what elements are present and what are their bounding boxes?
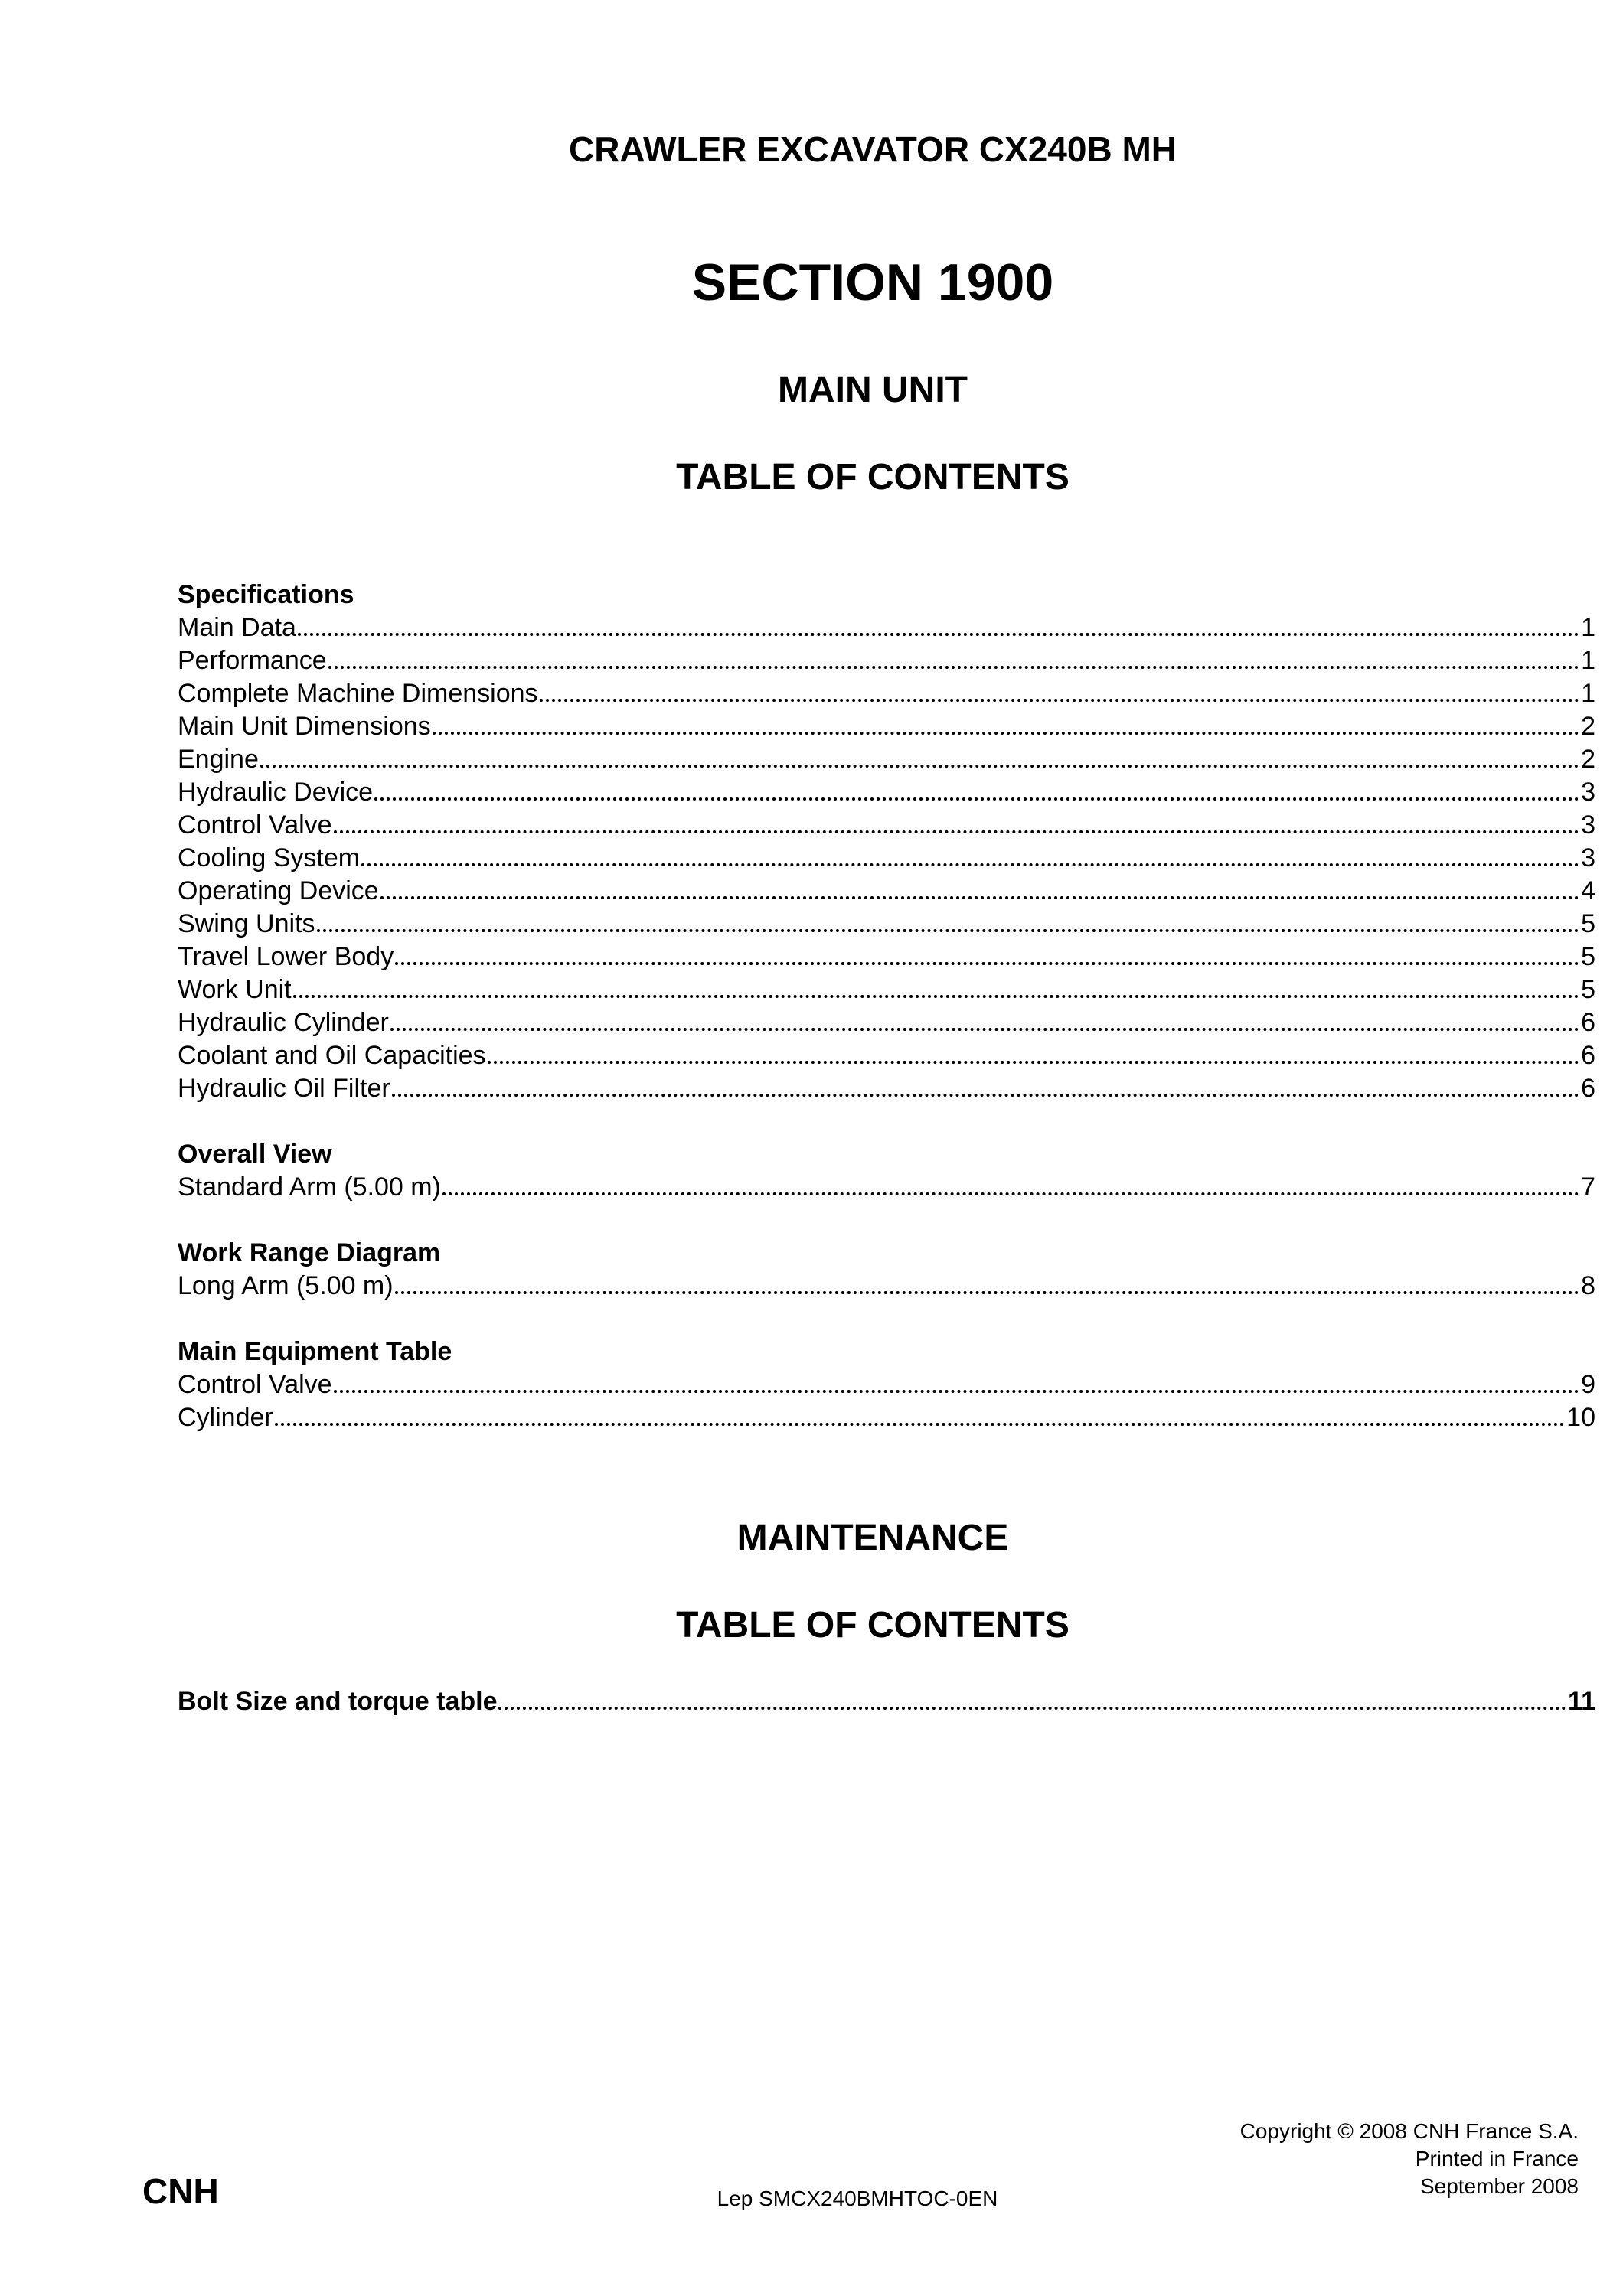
brand-logo: CNH bbox=[142, 2171, 219, 2211]
printed-text: Printed in France bbox=[1415, 2147, 1579, 2170]
toc-entry bbox=[178, 1401, 1595, 1434]
toc-entry bbox=[178, 677, 1595, 710]
toc-entry-page: 1 bbox=[1581, 613, 1595, 642]
toc-entry bbox=[178, 1368, 1595, 1401]
copyright-text: Copyright © 2008 CNH France S.A. bbox=[1239, 2119, 1579, 2143]
toc-entry-page: 5 bbox=[1581, 942, 1595, 971]
main-unit-toc-heading: TABLE OF CONTENTS bbox=[676, 457, 1069, 497]
toc-entry-page: 1 bbox=[1581, 679, 1595, 708]
toc-entry-label: Hydraulic Oil Filter bbox=[178, 1074, 390, 1103]
toc-entry-page: 8 bbox=[1581, 1271, 1595, 1300]
toc-entry-label: Main Unit Dimensions bbox=[178, 712, 431, 741]
dot-leader bbox=[260, 765, 1579, 768]
dot-leader bbox=[540, 699, 1580, 702]
dot-leader bbox=[390, 1028, 1579, 1031]
toc-group-title: Work Range Diagram bbox=[178, 1238, 441, 1267]
toc-entry bbox=[178, 743, 1595, 776]
toc-group bbox=[178, 579, 1595, 1105]
toc-entry-label: Complete Machine Dimensions bbox=[178, 679, 538, 708]
dot-leader bbox=[488, 1061, 1580, 1064]
toc-entry-label: Swing Units bbox=[178, 909, 315, 938]
toc-entry-label: Cooling System bbox=[178, 843, 361, 872]
toc-entry bbox=[178, 644, 1595, 677]
dot-leader bbox=[298, 633, 1579, 636]
toc-entry-page: 3 bbox=[1581, 843, 1595, 872]
dot-leader bbox=[395, 1291, 1580, 1294]
toc-entry-label: Hydraulic Cylinder bbox=[178, 1008, 389, 1037]
toc-entry bbox=[178, 908, 1595, 941]
toc-entry bbox=[178, 1006, 1595, 1039]
toc-entry-label: Standard Arm (5.00 m) bbox=[178, 1172, 441, 1202]
toc-group bbox=[178, 1336, 1595, 1434]
toc-entry-page: 11 bbox=[1568, 1687, 1595, 1716]
dot-leader bbox=[395, 962, 1579, 965]
toc-entry-label: Performance bbox=[178, 646, 327, 675]
document-code: Lep SMCX240BMHTOC-0EN bbox=[717, 2187, 998, 2210]
section-title: SECTION 1900 bbox=[691, 253, 1054, 311]
dot-leader bbox=[442, 1192, 1579, 1195]
toc-entry-label: Bolt Size and torque table bbox=[178, 1687, 498, 1716]
toc-entry-page: 4 bbox=[1581, 876, 1595, 905]
toc-entry-page: 5 bbox=[1581, 975, 1595, 1004]
toc-entry-label: Main Data bbox=[178, 613, 296, 642]
toc-entry bbox=[178, 1270, 1595, 1303]
toc-entry bbox=[178, 1072, 1595, 1105]
toc-entry-page: 6 bbox=[1581, 1041, 1595, 1070]
toc-entry bbox=[178, 974, 1595, 1006]
toc-entry-page: 10 bbox=[1566, 1403, 1595, 1432]
maintenance-toc-heading: TABLE OF CONTENTS bbox=[676, 1605, 1069, 1645]
toc-entry bbox=[178, 809, 1595, 842]
toc-entry-label: Operating Device bbox=[178, 876, 379, 905]
toc-entry-label: Work Unit bbox=[178, 975, 292, 1004]
dot-leader bbox=[374, 797, 1579, 801]
toc-entry-page: 1 bbox=[1581, 646, 1595, 675]
dot-leader bbox=[275, 1423, 1565, 1426]
toc-entry-label: Travel Lower Body bbox=[178, 942, 394, 971]
toc-entry-label: Control Valve bbox=[178, 1370, 332, 1399]
date-text: September 2008 bbox=[1419, 2174, 1579, 2198]
toc-entry-page: 3 bbox=[1581, 810, 1595, 840]
dot-leader bbox=[293, 995, 1579, 998]
toc-entry-label: Coolant and Oil Capacities bbox=[178, 1041, 486, 1070]
toc-group bbox=[178, 1237, 1595, 1303]
dot-leader bbox=[317, 929, 1580, 932]
toc-entry bbox=[178, 776, 1595, 809]
toc-group-title: Main Equipment Table bbox=[178, 1337, 452, 1366]
toc-entry-page: 6 bbox=[1581, 1074, 1595, 1103]
dot-leader bbox=[392, 1094, 1579, 1097]
toc-group bbox=[178, 1138, 1595, 1204]
toc-entry-label: Cylinder bbox=[178, 1403, 273, 1432]
toc-group-title: Specifications bbox=[178, 580, 354, 609]
toc-entry-page: 2 bbox=[1581, 745, 1595, 774]
toc-entry bbox=[178, 1171, 1595, 1204]
toc-entry-page: 6 bbox=[1581, 1008, 1595, 1037]
maintenance-toc bbox=[178, 1685, 1595, 1718]
dot-leader bbox=[380, 896, 1579, 899]
toc-entry bbox=[178, 842, 1595, 875]
dot-leader bbox=[334, 830, 1580, 833]
toc-entry bbox=[178, 612, 1595, 644]
dot-leader bbox=[328, 666, 1579, 669]
dot-leader bbox=[498, 1707, 1566, 1710]
toc-entry bbox=[178, 941, 1595, 974]
toc-entry bbox=[178, 1685, 1595, 1718]
main-unit-heading: MAIN UNIT bbox=[778, 370, 968, 410]
footer-info bbox=[1240, 2118, 1579, 2200]
dot-leader bbox=[334, 1390, 1580, 1393]
maintenance-heading: MAINTENANCE bbox=[736, 1518, 1009, 1558]
toc-entry-label: Engine bbox=[178, 745, 259, 774]
toc-entry-page: 9 bbox=[1581, 1370, 1595, 1399]
toc-entry-label: Control Valve bbox=[178, 810, 332, 840]
main-unit-toc bbox=[178, 579, 1595, 1434]
toc-entry-label: Hydraulic Device bbox=[178, 778, 374, 807]
dot-leader bbox=[433, 732, 1579, 735]
document-title: CRAWLER EXCAVATOR CX240B MH bbox=[568, 129, 1177, 169]
toc-entry-page: 5 bbox=[1581, 909, 1595, 938]
toc-entry bbox=[178, 1039, 1595, 1072]
toc-entry bbox=[178, 710, 1595, 743]
toc-entry-label: Long Arm (5.00 m) bbox=[178, 1271, 394, 1300]
toc-group-title: Overall View bbox=[178, 1140, 332, 1169]
toc-entry bbox=[178, 875, 1595, 908]
toc-entry-page: 2 bbox=[1581, 712, 1595, 741]
dot-leader bbox=[361, 863, 1579, 866]
toc-entry-page: 3 bbox=[1581, 778, 1595, 807]
toc-entry-page: 7 bbox=[1581, 1172, 1595, 1202]
